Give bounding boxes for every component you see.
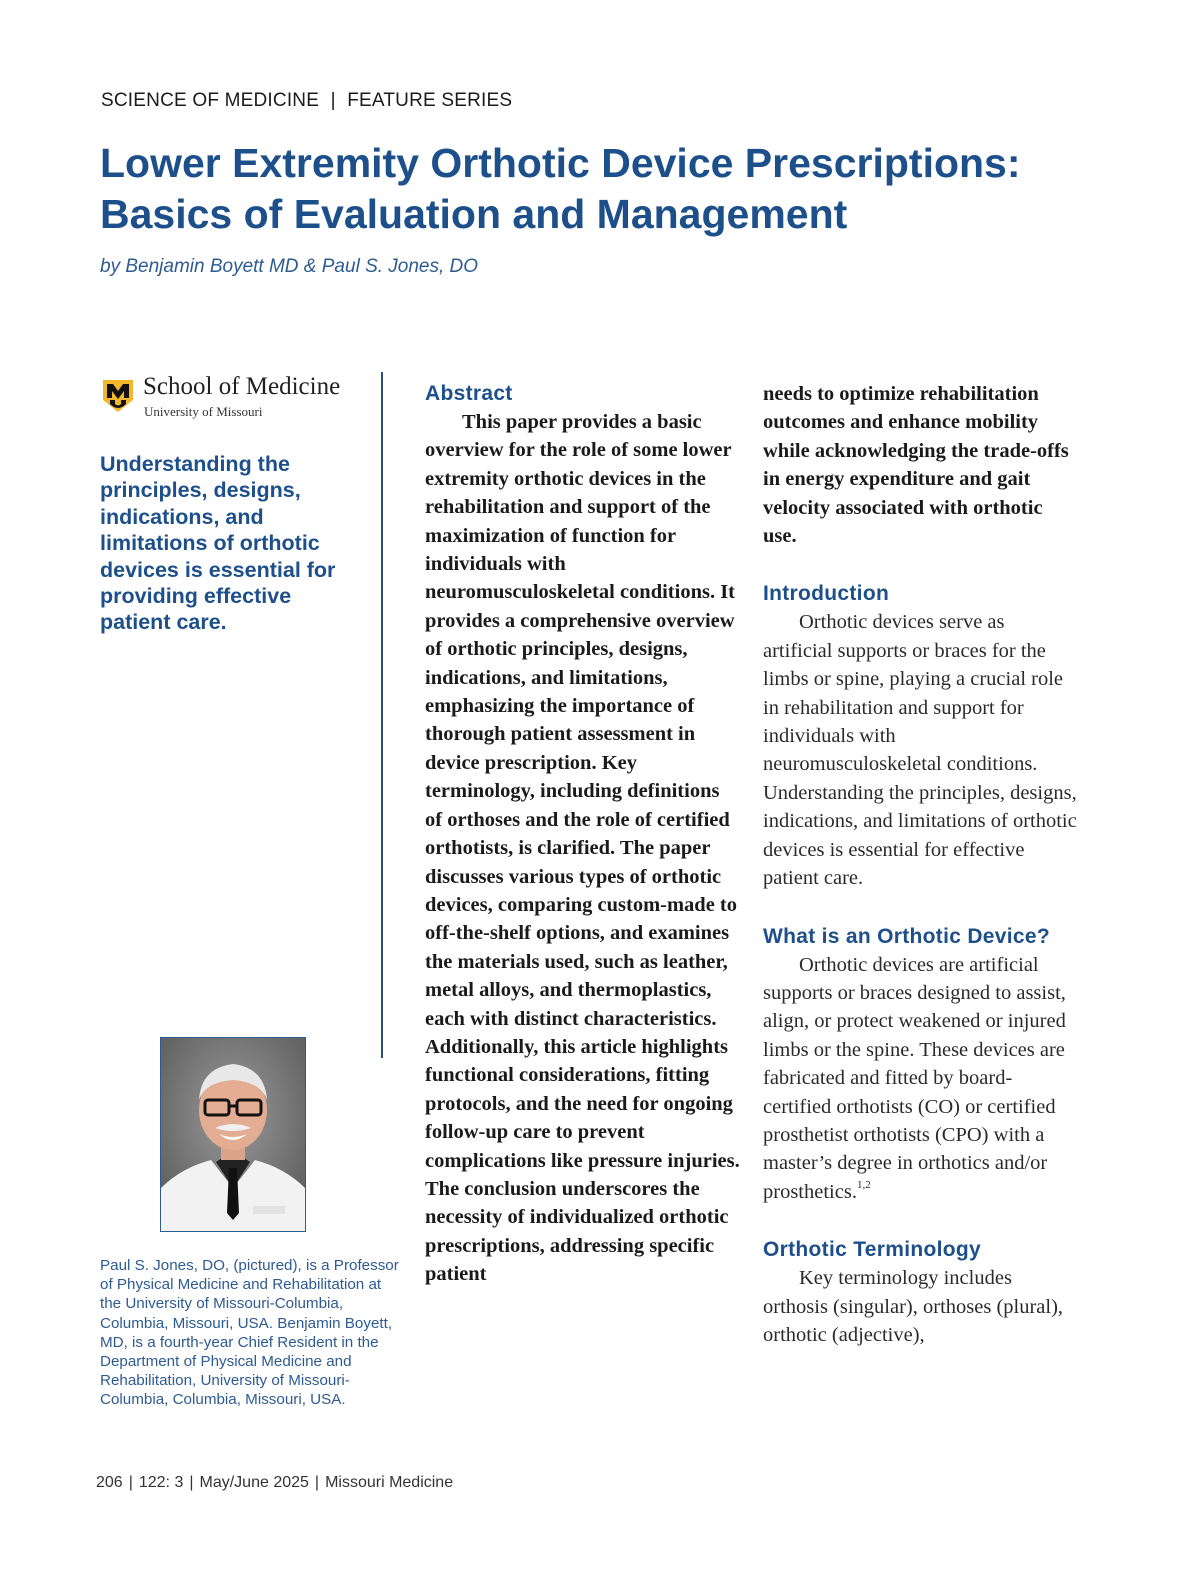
what-is-heading: What is an Orthotic Device?: [763, 924, 1050, 948]
introduction-heading: Introduction: [763, 582, 890, 606]
author-portrait-icon: [161, 1038, 305, 1231]
introduction-text: Orthotic devices serve as artificial supports or braces for the limbs or spine, playing a crucial role in rehabilitation and support for individuals with neuromusculoskeletal conditions. Understanding the principles, designs, indications, and limitations of orthotic devices is essential for effective patient care.: [763, 611, 1077, 890]
title-line-2: Basics of Evaluation and Management: [100, 191, 848, 237]
footer-separator: |: [189, 1474, 194, 1491]
article-title: [100, 138, 1100, 240]
series-label: SCIENCE OF MEDICINE: [101, 90, 320, 111]
citation-superscript: 1,2: [856, 1178, 871, 1191]
what-is-paragraph: [763, 951, 1078, 1207]
page-number: 206: [96, 1474, 123, 1491]
abstract-text: This paper provides a basic overview for the role of some lower extremity orthotic devices in the rehabilitation and support of the maximization of function for individuals with neuromusculoskeletal conditions. It provides a comprehensive overview of orthotic principles, designs, indications, and limitations, emphasizing the importance of thorough patient assessment in device prescription. Key terminology, including definitions of orthoses and the role of certified orthotists, is clarified. The paper discusses various types of orthotic devices, comparing custom-made to off-the-shelf options, and examines the materials used, such as leather, metal alloys, and thermoplastics, each with distinct characteristics. Additionally, this article highlights functional considerations, fitting protocols, and the need for ongoing follow-up care to prevent complications like pressure injuries. The conclusion underscores the necessity of individualized orthotic prescriptions, addressing specific patient: [425, 411, 740, 1286]
title-line-1: Lower Extremity Orthotic Device Prescriptions:: [100, 140, 1021, 186]
footer-separator: |: [128, 1474, 133, 1491]
terminology-heading: Orthotic Terminology: [763, 1238, 981, 1262]
page-footer: [96, 1474, 453, 1492]
right-column: [763, 380, 1078, 1349]
issue-date: May/June 2025: [199, 1474, 309, 1491]
column-divider: [381, 372, 383, 1058]
volume-issue: 122: 3: [138, 1474, 184, 1491]
abstract-heading: Abstract: [425, 382, 513, 405]
journal-name: Missouri Medicine: [325, 1474, 454, 1491]
byline: by Benjamin Boyett MD & Paul S. Jones, DO: [100, 256, 479, 277]
logo-subtitle: University of Missouri: [144, 404, 263, 419]
author-photo: [160, 1037, 306, 1232]
logo-name: School of Medicine: [143, 373, 341, 400]
abstract-column: [425, 380, 740, 1289]
footer-separator: |: [314, 1474, 320, 1491]
pull-quote: Understanding the principles, designs, indications, and limitations of orthotic devices is essential for providing effective patient care.: [100, 452, 336, 635]
feature-label: FEATURE SERIES: [347, 90, 513, 111]
abstract-continuation: needs to optimize rehabilitation outcomes and enhance mobility while acknowledging the trade-offs in energy expenditure and gait velocity associated with orthotic use.: [763, 383, 1069, 548]
terminology-text: Key terminology includes orthosis (singular), orthoses (plural), orthotic (adjective),: [763, 1267, 1064, 1346]
series-header: [101, 90, 512, 112]
what-is-text: Orthotic devices are artificial supports or braces designed to assist, align, or protect weakened or injured limbs or the spine. These devices are fabricated and fitted by board-certified orthotists (CO) or certified prosthetist orthotists (CPO) with a master’s degree in orthotics and/or prosthetics.: [763, 953, 1066, 1203]
photo-caption: Paul S. Jones, DO, (pictured), is a Professor of Physical Medicine and Rehabilitation at the University of Missouri-Columbia, Columbia, Missouri, USA. Benjamin Boyett, MD, is a fourth-year Chief Resident in the Department of Physical Medicine and Rehabilitation, University of Missouri-Columbia, Columbia, Missouri, USA.: [100, 1257, 399, 1409]
series-separator: |: [330, 90, 336, 111]
mizzou-tiger-icon: [101, 378, 135, 414]
